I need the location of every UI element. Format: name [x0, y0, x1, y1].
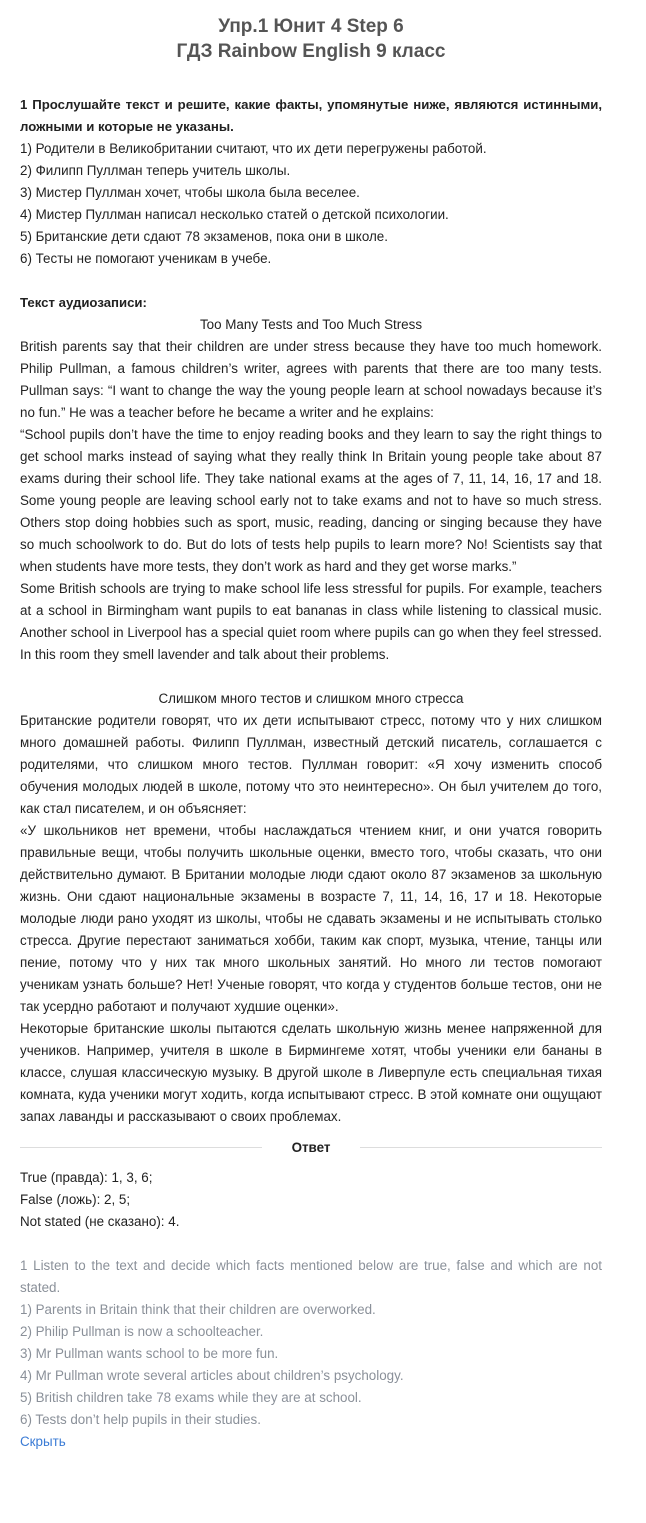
- original-item-4: 4) Mr Pullman wrote several articles about children’s psychology.: [20, 1368, 404, 1383]
- audio-en-title: Too Many Tests and Too Much Stress: [199, 317, 423, 332]
- task-item-6: 6) Тесты не помогают ученикам в учебе.: [20, 251, 272, 266]
- task-heading: 1 Прослушайте текст и решите, какие факты, упомянутые ниже, являются истинными, ложными и которые не указаны.: [20, 97, 602, 134]
- page-title-line2: ГДЗ Rainbow English 9 класс: [176, 41, 446, 62]
- audio-label: Текст аудиозаписи:: [20, 295, 147, 310]
- page-title: [20, 14, 602, 64]
- task-item-1: 1) Родители в Великобритании считают, что их дети перегружены работой.: [20, 141, 487, 156]
- task-item-2: 2) Филипп Пуллман теперь учитель школы.: [20, 163, 291, 178]
- audio-ru-title: Слишком много тестов и слишком много стресса: [158, 691, 464, 706]
- audio-ru-paragraph-2: «У школьников нет времени, чтобы наслаждаться чтением книг, и они учатся говорить правильные вещи, чтобы получить школьные оценки, вместо того, чтобы сказать, что они действительно думают. В Британии молодые люди сдают около 87 экзаменов за школьную жизнь. Они сдают национальные экзамены в возрасте 7, 11, 14, 16, 17 и 18. Некоторые молодые люди рано уходят из школы, чтобы не сдавать экзамены и не испытывать столько стресса. Другие перестают заниматься хобби, таким как спорт, музыка, чтение, танцы или пение, потому что у них так много школьных занятий. Но много ли тестов помогают ученикам узнать больше? Нет! Ученые говорят, что когда у студентов больше тестов, они не так усердно работают и получают худшие оценки».: [20, 823, 602, 1014]
- original-task-section: [20, 1255, 602, 1431]
- answer-false: False (ложь): 2, 5;: [20, 1192, 131, 1207]
- divider-line-right: [360, 1147, 602, 1148]
- task-item-4: 4) Мистер Пуллман написал несколько статей о детской психологии.: [20, 207, 449, 222]
- original-item-1: 1) Parents in Britain think that their children are overworked.: [20, 1302, 376, 1317]
- page-title-line1: Упр.1 Юнит 4 Step 6: [218, 16, 404, 37]
- original-item-2: 2) Philip Pullman is now a schoolteacher.: [20, 1324, 264, 1339]
- audio-en-paragraph-3: Some British schools are trying to make school life less stressful for pupils. For example, teachers at a school in Birmingham want pupils to eat bananas in class while listening to classical music. Another school in Liverpool has a special quiet room where pupils can go when they feel stressed. In this room they smell lavender and talk about their problems.: [20, 581, 602, 662]
- hide-link[interactable]: Скрыть: [20, 1434, 66, 1449]
- answer-section: [20, 1167, 602, 1233]
- task-item-5: 5) Британские дети сдают 78 экзаменов, пока они в школе.: [20, 229, 388, 244]
- original-item-5: 5) British children take 78 exams while they are at school.: [20, 1390, 362, 1405]
- audio-en-paragraph-2: “School pupils don’t have the time to enjoy reading books and they learn to say the right things to get school marks instead of saying what they really think In Britain young people take about 87 exams during their school life. They take national exams at the ages of 7, 11, 14, 16, 17 and 18. Some young people are leaving school early not to take exams and not to have so much stress. Others stop doing hobbies such as sport, music, reading, dancing or singing because they have so much schoolwork to do. But do lots of tests help pupils to learn more? No! Scientists say that when students have more tests, they don’t work as hard and they get worse marks.”: [20, 427, 602, 574]
- answer-divider: [20, 1140, 602, 1155]
- audio-en-paragraph-1: British parents say that their children are under stress because they have too much homework. Philip Pullman, a famous children’s writer, agrees with parents that there are too many tests. Pullman says: “I want to change the way the young people learn at school nowadays because it’s no fun.” He was a teacher before he became a writer and he explains:: [20, 339, 602, 420]
- audio-section: [20, 292, 602, 1128]
- audio-ru-paragraph-1: Британские родители говорят, что их дети испытывают стресс, потому что у них слишком много домашней работы. Филипп Пуллман, известный детский писатель, соглашается с родителями, что слишком много тестов. Пуллман говорит: «Я хочу изменить способ обучения молодых людей в школе, потому что это неинтересно». Он был учителем до того, как стал писателем, и он объясняет:: [20, 713, 602, 816]
- task-section: [20, 94, 602, 270]
- divider-line-left: [20, 1147, 262, 1148]
- answer-true: True (правда): 1, 3, 6;: [20, 1170, 153, 1185]
- audio-ru-paragraph-3: Некоторые британские школы пытаются сделать школьную жизнь менее напряженной для учеников. Например, учителя в школе в Бирмингеме хотят, чтобы ученики ели бананы в классе, слушая классическую музыку. В другой школе в Ливерпуле есть специальная тихая комната, куда ученики могут ходить, когда испытывают стресс. В этой комнате они ощущают запах лаванды и рассказывают о своих проблемах.: [20, 1021, 602, 1124]
- original-item-6: 6) Tests don’t help pupils in their studies.: [20, 1412, 261, 1427]
- task-item-3: 3) Мистер Пуллман хочет, чтобы школа была веселее.: [20, 185, 360, 200]
- original-heading: 1 Listen to the text and decide which facts mentioned below are true, false and which are not stated.: [20, 1258, 602, 1295]
- answer-label: Ответ: [291, 1140, 331, 1155]
- original-item-3: 3) Mr Pullman wants school to be more fun.: [20, 1346, 279, 1361]
- answer-not-stated: Not stated (не сказано): 4.: [20, 1214, 180, 1229]
